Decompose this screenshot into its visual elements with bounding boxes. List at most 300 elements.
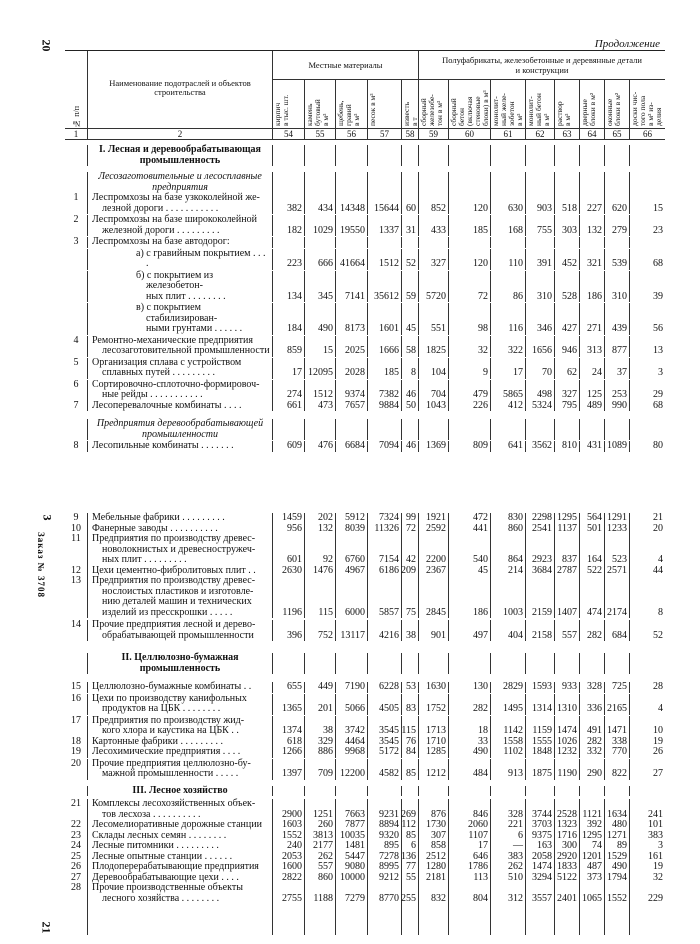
cell-value: 209 [401, 564, 416, 576]
header-column-label: доски чис- того пола в м² из- делия [630, 91, 663, 126]
cell-col-55 [304, 441, 335, 452]
cell-value: 85 [406, 829, 416, 841]
cell-col-54 [272, 380, 304, 401]
cell-value: 17 [513, 367, 523, 378]
cell-col-55 [304, 841, 335, 852]
cell-value: 185 [473, 224, 488, 236]
cell-col-57 [367, 576, 401, 618]
row-name: Леспромхозы на базе ширококолейной железной дороги . . . . . . . . . [87, 215, 272, 236]
cell-col-62 [525, 716, 554, 737]
row-number: 11 [71, 533, 81, 544]
cell-col-54 [272, 303, 304, 335]
cell-col-60 [448, 215, 490, 236]
cell-col-59 [418, 303, 448, 335]
cell-value: 8 [411, 367, 416, 378]
cell-col-58 [401, 172, 418, 193]
cell-value: 913 [508, 768, 523, 779]
cell-value: 68 [653, 399, 663, 411]
cell-col-61 [490, 747, 525, 758]
cell-value: 1266 [282, 746, 302, 757]
cell-col-61 [490, 237, 525, 248]
cell-col-65 [604, 380, 629, 401]
cell-value: 15644 [374, 202, 399, 214]
cell-col-55 [304, 193, 335, 214]
cell-col-56 [335, 358, 367, 379]
cell-value: 84 [406, 746, 416, 757]
cell-col-60 [448, 524, 490, 535]
cell-col-66 [629, 576, 665, 618]
cell-col-56 [335, 401, 367, 412]
cell-value: 21 [653, 512, 663, 523]
cell-value: 1634 [607, 808, 627, 820]
cell-col-54 [272, 862, 304, 873]
cell-col-58 [401, 419, 418, 440]
cell-col-60 [448, 513, 490, 524]
cell-col-59 [418, 534, 448, 566]
cell-col-57 [367, 380, 401, 401]
cell-col-54 [272, 786, 304, 797]
header-column-label: сборный бетон (включая стеновые блоки) в м³ [449, 90, 490, 126]
cell-value: 62 [567, 367, 577, 378]
cell-value: 661 [287, 399, 302, 411]
cell-value: 279 [612, 224, 627, 236]
cell-col-58 [401, 682, 418, 693]
cell-value: 221 [508, 819, 523, 830]
cell-value: 433 [431, 224, 446, 236]
row-name: Организация сплава с устройством сплавных путей . . . . . . . . . [87, 358, 272, 379]
row-name: Цехи по производству канифольных продуктов на ЦБК . . . . . . . . [87, 694, 272, 715]
cell-col-60 [448, 401, 490, 412]
cell-col-62 [525, 441, 554, 452]
cell-value: 336 [587, 703, 602, 714]
table-header [65, 50, 665, 140]
cell-value: 1280 [426, 861, 446, 872]
cell-col-65 [604, 841, 629, 852]
cell-col-60 [448, 303, 490, 335]
cell-value: 770 [612, 746, 627, 757]
cell-col-60 [448, 237, 490, 248]
cell-value: 396 [287, 629, 302, 641]
cell-col-66 [629, 193, 665, 214]
cell-col-63 [554, 271, 579, 303]
cell-col-55 [304, 534, 335, 566]
cell-col-59 [418, 759, 448, 780]
cell-col-55 [304, 576, 335, 618]
cell-value: 262 [318, 850, 333, 862]
cell-value: 2200 [426, 554, 446, 565]
order-number: Заказ № 3708 [35, 532, 46, 598]
cell-value: 1512 [379, 258, 399, 269]
cell-col-59 [418, 576, 448, 618]
cell-col-66 [629, 799, 665, 820]
row-name: Предприятия по производству древес- новолокнистых и древесностружеч- ных плит . . . . . . . . . [87, 534, 272, 566]
cell-col-62 [525, 759, 554, 780]
cell-col-65 [604, 524, 629, 535]
cell-value: 7141 [345, 290, 365, 302]
cell-col-56 [335, 419, 367, 440]
cell-col-54 [272, 145, 304, 166]
cell-value: 112 [401, 819, 416, 830]
cell-col-58 [401, 145, 418, 166]
cell-value: 1369 [426, 440, 446, 451]
column-number: 62 [525, 129, 554, 139]
cell-value: 113 [473, 871, 488, 883]
table-row [65, 534, 665, 566]
cell-value: 876 [431, 808, 446, 820]
row-name: Картонные фабрики . . . . . . . . . [87, 737, 272, 748]
cell-col-57 [367, 799, 401, 820]
cell-col-58 [401, 271, 418, 303]
row-number: 16 [71, 692, 81, 704]
cell-col-54 [272, 747, 304, 758]
cell-value: 1716 [557, 829, 577, 841]
cell-col-54 [272, 534, 304, 566]
cell-value: 1512 [313, 389, 333, 400]
cell-col-63 [554, 401, 579, 412]
cell-col-61 [490, 303, 525, 335]
cell-col-58 [401, 716, 418, 737]
cell-value: 253 [612, 389, 627, 400]
row-number: 13 [71, 575, 81, 586]
cell-value: 1271 [607, 829, 627, 841]
cell-col-64 [579, 401, 604, 412]
cell-col-65 [604, 682, 629, 693]
cell-col-57 [367, 534, 401, 566]
cell-col-65 [604, 249, 629, 270]
cell-value: 307 [431, 829, 446, 841]
cell-col-56 [335, 716, 367, 737]
cell-value: 44 [653, 564, 663, 576]
row-name: Предприятия по производству жид- кого хлора и каустика на ЦБК . . [87, 716, 272, 737]
cell-value: 5172 [379, 746, 399, 757]
table-row [65, 883, 665, 904]
cell-col-64 [579, 193, 604, 214]
section-heading-row [65, 641, 665, 674]
header-column-58 [401, 80, 418, 128]
cell-col-57 [367, 419, 401, 440]
cell-col-54 [272, 271, 304, 303]
cell-value: 752 [318, 629, 333, 641]
cell-value: 104 [431, 367, 446, 378]
cell-col-59 [418, 271, 448, 303]
cell-value: 260 [318, 819, 333, 830]
cell-col-55 [304, 716, 335, 737]
section-heading-row [65, 139, 665, 166]
header-column-label: кирпич в тыс. шт. [273, 94, 290, 126]
cell-value: 1529 [607, 850, 627, 862]
cell-value: 501 [587, 522, 602, 534]
cell-col-61 [490, 883, 525, 904]
cell-value: 479 [473, 389, 488, 400]
cell-value: 1295 [557, 512, 577, 523]
cell-col-55 [304, 883, 335, 904]
cell-value: 37 [617, 367, 627, 378]
row-number: 3 [73, 236, 79, 247]
cell-col-57 [367, 249, 401, 270]
cell-col-63 [554, 883, 579, 904]
row-number: 23 [71, 829, 81, 841]
cell-col-66 [629, 759, 665, 780]
cell-value: 322 [508, 345, 523, 356]
cell-col-55 [304, 820, 335, 831]
cell-col-63 [554, 145, 579, 166]
cell-value: 2177 [313, 840, 333, 851]
row-number [65, 249, 87, 270]
cell-value: 2755 [282, 892, 302, 904]
cell-col-66 [629, 747, 665, 758]
cell-col-64 [579, 576, 604, 618]
cell-value: 338 [612, 735, 627, 747]
cell-col-65 [604, 534, 629, 566]
cell-value: 182 [287, 224, 302, 236]
cell-col-66 [629, 862, 665, 873]
cell-value: 1188 [313, 892, 333, 904]
cell-col-58 [401, 620, 418, 641]
cell-value: 1471 [607, 725, 627, 736]
cell-col-62 [525, 747, 554, 758]
cell-value: 8 [658, 606, 663, 618]
cell-col-61 [490, 441, 525, 452]
cell-value: 4505 [379, 703, 399, 714]
cell-col-64 [579, 441, 604, 452]
cell-col-62 [525, 841, 554, 852]
cell-col-55 [304, 380, 335, 401]
cell-col-56 [335, 799, 367, 820]
cell-value: 130 [473, 681, 488, 692]
cell-col-63 [554, 237, 579, 248]
cell-col-66 [629, 358, 665, 379]
table-row [65, 214, 665, 236]
cell-col-64 [579, 682, 604, 693]
cell-value: 2787 [557, 564, 577, 576]
cell-value: 39 [653, 290, 663, 302]
cell-value: 1233 [607, 522, 627, 534]
cell-value: 10000 [340, 871, 365, 883]
header-column-label: дверные блоки в м² [580, 92, 597, 126]
cell-col-61 [490, 401, 525, 412]
cell-col-54 [272, 513, 304, 524]
cell-value: 9375 [532, 829, 552, 841]
cell-col-66 [629, 534, 665, 566]
cell-value: 72 [406, 522, 416, 534]
cell-col-61 [490, 841, 525, 852]
cell-value: 332 [587, 746, 602, 757]
row-name: Леспромхозы на базе автодорог: [87, 237, 272, 248]
cell-value: 510 [508, 871, 523, 883]
row-number: 24 [71, 840, 81, 851]
cell-value: 490 [473, 746, 488, 757]
header-column-56 [335, 80, 367, 128]
cell-value: 1137 [557, 522, 577, 534]
cell-value: 427 [562, 323, 577, 334]
cell-col-62 [525, 883, 554, 904]
cell-col-59 [418, 747, 448, 758]
cell-value: 1295 [582, 829, 602, 841]
cell-col-56 [335, 576, 367, 618]
cell-value: 227 [587, 202, 602, 214]
cell-col-60 [448, 653, 490, 674]
cell-col-54 [272, 759, 304, 780]
cell-col-56 [335, 441, 367, 452]
cell-value: 229 [648, 892, 663, 904]
cell-col-60 [448, 172, 490, 193]
cell-value: 1833 [557, 861, 577, 872]
cell-col-65 [604, 873, 629, 884]
cell-value: 201 [318, 703, 333, 714]
cell-col-65 [604, 401, 629, 412]
cell-value: 886 [318, 746, 333, 757]
filler-cell [401, 904, 418, 935]
cell-col-62 [525, 799, 554, 820]
subsection-title: Предприятия деревообрабатывающей промышленности [87, 419, 272, 440]
cell-value: 704 [431, 389, 446, 400]
cell-col-63 [554, 358, 579, 379]
row-number: 9 [73, 512, 79, 523]
cell-col-57 [367, 441, 401, 452]
cell-value: 15 [323, 345, 333, 356]
cell-value: 473 [318, 399, 333, 411]
cell-col-57 [367, 883, 401, 904]
cell-col-58 [401, 513, 418, 524]
cell-value: 9884 [379, 399, 399, 411]
cell-value: 487 [587, 861, 602, 872]
cell-value: 223 [287, 258, 302, 269]
cell-col-56 [335, 820, 367, 831]
header-column-label: монолит- ный бетон в м³ [526, 93, 551, 126]
cell-col-63 [554, 820, 579, 831]
cell-col-61 [490, 873, 525, 884]
cell-col-63 [554, 862, 579, 873]
row-number [65, 419, 87, 440]
cell-value: 53 [406, 681, 416, 692]
cell-value: 41664 [340, 258, 365, 269]
cell-value: 452 [562, 258, 577, 269]
cell-value: 2571 [607, 564, 627, 576]
cell-col-56 [335, 873, 367, 884]
row-number [65, 653, 87, 674]
cell-value: 1630 [426, 681, 446, 692]
cell-value: 271 [587, 323, 602, 334]
cell-col-66 [629, 172, 665, 193]
cell-col-62 [525, 786, 554, 797]
cell-col-55 [304, 271, 335, 303]
table-body-lower [65, 507, 665, 935]
row-number: 26 [71, 861, 81, 872]
cell-value: 804 [473, 892, 488, 904]
table-row [65, 507, 665, 524]
cell-value: 282 [587, 735, 602, 747]
cell-value: 1875 [532, 768, 552, 779]
cell-value: 491 [587, 725, 602, 736]
cell-value: 161 [648, 850, 663, 862]
column-number: 60 [448, 129, 490, 139]
cell-col-63 [554, 215, 579, 236]
cell-value: 115 [318, 606, 333, 618]
cell-col-62 [525, 145, 554, 166]
cell-col-61 [490, 145, 525, 166]
column-number: 59 [418, 129, 448, 139]
cell-value: 1786 [468, 861, 488, 872]
cell-value: 1474 [532, 861, 552, 872]
cell-col-66 [629, 820, 665, 831]
cell-col-63 [554, 524, 579, 535]
cell-value: 2025 [345, 345, 365, 356]
cell-col-61 [490, 358, 525, 379]
cell-value: 2058 [532, 850, 552, 862]
cell-value: 116 [508, 323, 523, 334]
cell-col-58 [401, 873, 418, 884]
cell-value: 2165 [607, 703, 627, 714]
subsection-title: Лесозаготовительные и лесосплавные предприятия [87, 172, 272, 193]
cell-value: 7278 [379, 850, 399, 862]
cell-value: 412 [508, 399, 523, 411]
cell-value: 382 [287, 202, 302, 214]
cell-col-66 [629, 215, 665, 236]
cell-value: 557 [318, 861, 333, 872]
cell-col-64 [579, 841, 604, 852]
cell-value: 1043 [426, 399, 446, 411]
cell-col-55 [304, 303, 335, 335]
cell-col-58 [401, 358, 418, 379]
cell-value: 2528 [557, 808, 577, 820]
cell-value: 822 [612, 768, 627, 779]
column-number: 65 [604, 129, 629, 139]
cell-col-58 [401, 401, 418, 412]
cell-value: 1407 [557, 606, 577, 618]
row-name: Ремонтно-механические предприятия лесозаготовительной промышленности [87, 336, 272, 357]
continuation-label: Продолжение [594, 38, 660, 50]
cell-value: 1794 [607, 871, 627, 883]
cell-value: 933 [562, 681, 577, 692]
cell-value: 6 [518, 829, 523, 841]
cell-value: 241 [648, 808, 663, 820]
cell-col-56 [335, 271, 367, 303]
cell-col-56 [335, 215, 367, 236]
cell-col-56 [335, 336, 367, 357]
cell-value: 522 [587, 564, 602, 576]
cell-col-65 [604, 336, 629, 357]
section-heading-row [65, 780, 665, 797]
table-row [65, 715, 665, 737]
cell-value: 1459 [282, 512, 302, 523]
cell-col-64 [579, 145, 604, 166]
cell-col-62 [525, 524, 554, 535]
cell-col-63 [554, 303, 579, 335]
cell-value: 484 [473, 768, 488, 779]
cell-value: 38 [323, 725, 333, 736]
cell-value: 1089 [607, 440, 627, 451]
cell-value: 1212 [426, 768, 446, 779]
header-name-col: Наименование подотраслей и объектов строительства [87, 51, 272, 128]
cell-col-58 [401, 215, 418, 236]
cell-col-56 [335, 786, 367, 797]
cell-value: 74 [592, 840, 602, 851]
cell-value: 14348 [340, 202, 365, 214]
cell-col-57 [367, 145, 401, 166]
cell-col-61 [490, 576, 525, 618]
cell-col-60 [448, 841, 490, 852]
filler-cell [304, 904, 335, 935]
cell-col-66 [629, 873, 665, 884]
cell-value: 42 [406, 554, 416, 565]
cell-value: 901 [431, 629, 446, 641]
cell-value: 523 [612, 554, 627, 565]
page-number-top: 20 [39, 39, 54, 52]
header-column-63 [554, 80, 579, 128]
cell-value: 45 [406, 323, 416, 334]
cell-col-59 [418, 820, 448, 831]
cell-col-59 [418, 883, 448, 904]
